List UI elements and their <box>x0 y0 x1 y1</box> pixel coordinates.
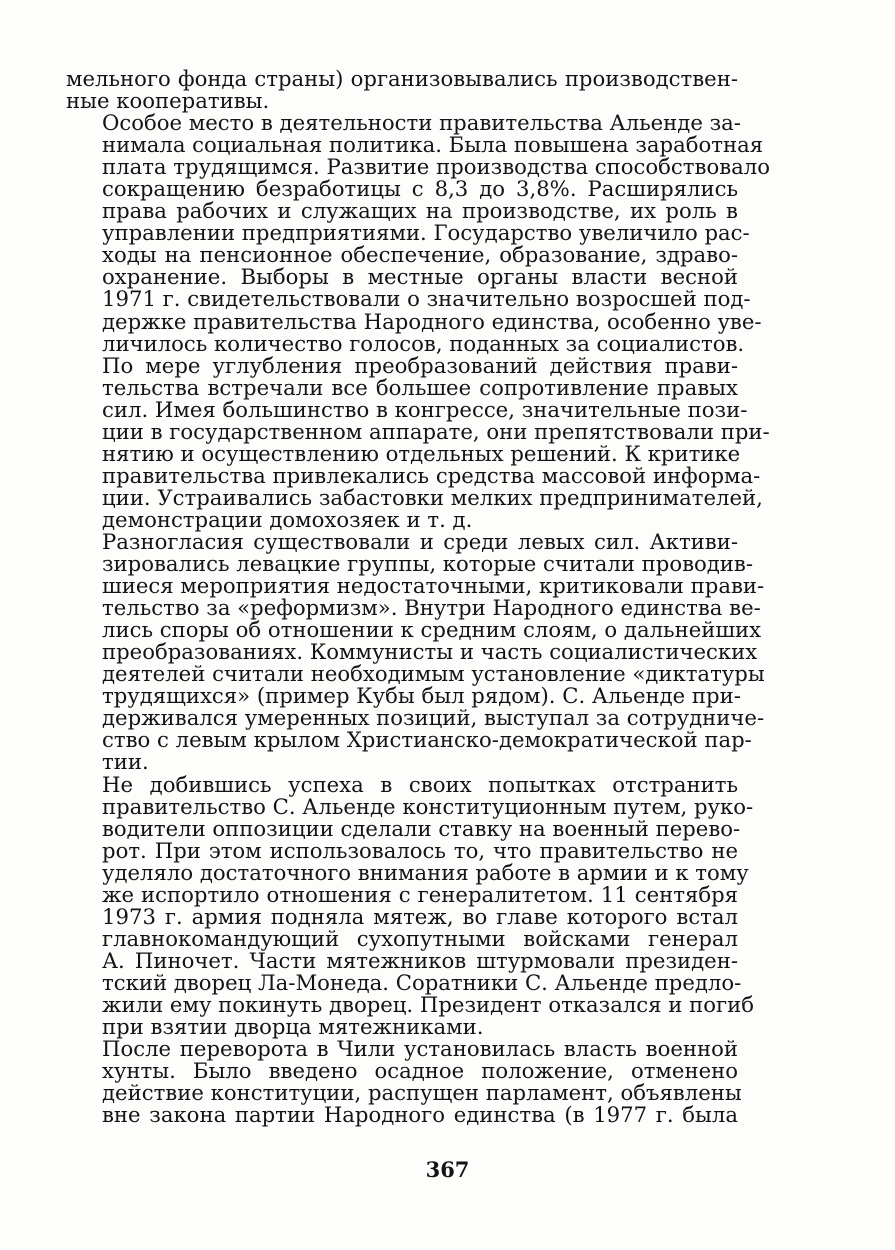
text-line: действие конституции, распущен парламент, объявлены <box>102 1080 742 1106</box>
text-line: Не добившись успеха в своих попытках отстранить <box>102 771 738 797</box>
text-line: преобразованиях. Коммунисты и часть социалистических <box>102 639 758 665</box>
text-line: зировались левацкие группы, которые считали проводив- <box>102 551 754 577</box>
text-line: После переворота в Чили установилась власть военной <box>102 1036 738 1062</box>
text-line: мельного фонда страны) организовывались производствен- <box>66 66 738 91</box>
text-line: Особое место в деятельности правительства Альенде за- <box>102 110 741 136</box>
text-line: нятию и осуществлению отдельных решений. К критике <box>102 440 741 466</box>
text-line: личилось количество голосов, поданных за социалистов. <box>102 330 745 356</box>
text-line: 1971 г. свидетельствовали о значительно возросшей под- <box>102 286 751 312</box>
text-line: тии. <box>102 749 149 775</box>
text-line: же испортило отношения с генералитетом. 11 сентября <box>102 881 738 907</box>
text-line: плата трудящимся. Развитие производства способствовало <box>102 154 770 180</box>
text-line: главнокомандующий сухопутными войсками генерал <box>102 925 738 951</box>
paragraph <box>66 110 770 356</box>
paragraph <box>66 68 738 112</box>
text-line: правительство С. Альенде конституционным путем, руко- <box>102 793 754 819</box>
text-line: правительства привлекались средства массовой информа- <box>102 462 761 488</box>
text-line: управлении предприятиями. Государство увеличило рас- <box>102 220 750 246</box>
text-line: охранение. Выборы в местные органы власти весной <box>102 264 738 290</box>
text-line: водители оппозиции сделали ставку на военный перево- <box>102 815 741 841</box>
text-line: при взятии дворца мятежниками. <box>102 1014 484 1040</box>
text-line: ходы на пенсионное обеспечение, образование, здраво- <box>102 242 738 268</box>
text-line: тский дворец Ла-Монеда. Соратники С. Альенде предло- <box>102 969 742 995</box>
text-line: По мере углубления преобразований действия прави- <box>102 352 738 378</box>
text-line: 1973 г. армия подняла мятеж, во главе которого встал <box>102 903 738 929</box>
text-line: деятелей считали необходимым установление «диктатуры <box>102 661 765 687</box>
body-text <box>66 66 770 1128</box>
text-line: нимала социальная политика. Была повышена заработная <box>102 132 764 158</box>
text-line: жили ему покинуть дворец. Президент отказался и погиб <box>102 991 754 1017</box>
paragraph <box>66 352 770 532</box>
text-line: шиеся мероприятия недостаточными, критиковали прави- <box>102 573 765 599</box>
paragraph <box>66 1036 742 1128</box>
text-line: тельства встречали все большее сопротивление правых <box>102 374 738 400</box>
text-line: держке правительства Народного единства, особенно уве- <box>102 308 762 334</box>
text-line: держивался умеренных позиций, выступал за сотрудниче- <box>102 705 765 731</box>
text-line: демонстрации домохозяек и т. д. <box>102 506 473 532</box>
text-line: трудящихся» (пример Кубы был рядом). С. Альенде при- <box>102 683 741 709</box>
text-line: рот. При этом использовалось то, что правительство не <box>102 837 738 863</box>
text-line: ции. Устраивались забастовки мелких предпринимателей, <box>102 484 763 510</box>
text-line: лись споры об отношении к средним слоям, о дальнейших <box>102 617 762 643</box>
page-number: 367 <box>425 1157 470 1182</box>
text-line: права рабочих и служащих на производстве, их роль в <box>102 198 738 224</box>
text-line: хунты. Было введено осадное положение, отменено <box>102 1058 738 1084</box>
text-line: ство с левым крылом Христианско-демократической пар- <box>102 727 752 753</box>
text-line: сокращению безработицы с 8,3 до 3,8%. Расширялись <box>102 176 738 202</box>
text-line: сил. Имея большинство в конгрессе, значительные пози- <box>102 396 748 422</box>
paragraph <box>66 528 765 775</box>
text-line: Разногласия существовали и среди левых сил. Активи- <box>102 528 738 554</box>
text-line: вне закона партии Народного единства (в 1977 г. была <box>102 1102 738 1128</box>
paragraph <box>66 771 754 1040</box>
text-line: А. Пиночет. Части мятежников штурмовали президен- <box>102 947 738 973</box>
text-line: ные кооперативы. <box>66 88 270 114</box>
text-line: уделяло достаточного внимания работе в армии и к тому <box>102 859 749 885</box>
text-line: ции в государственном аппарате, они препятствовали при- <box>102 418 770 444</box>
text-line: тельство за «реформизм». Внутри Народного единства ве- <box>102 595 761 621</box>
